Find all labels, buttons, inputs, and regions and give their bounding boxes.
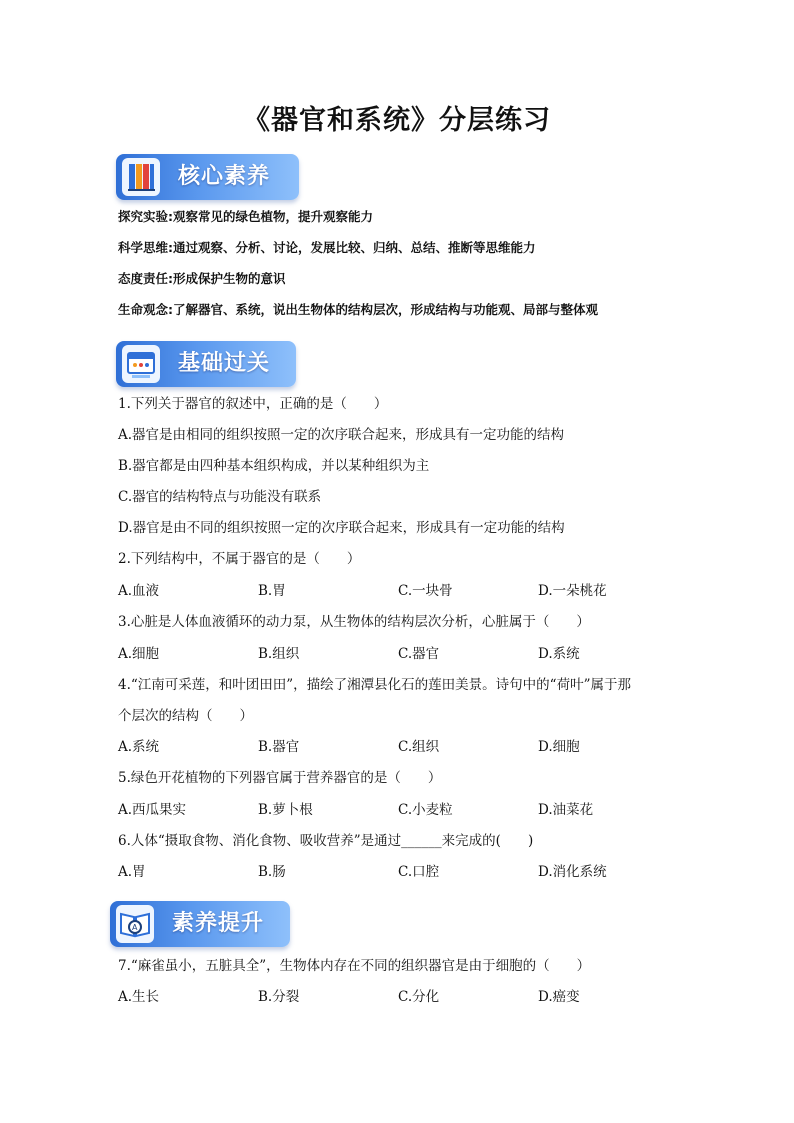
q1-stem: 1.下列关于器官的叙述中，正确的是（ ）	[118, 396, 388, 412]
page-title: 《器官和系统》分层练习	[243, 105, 551, 136]
q6-option-d: D.消化系统	[538, 864, 607, 880]
core-line-2: 科学思维:通过观察、分析、讨论，发展比较、归纳、总结、推断等思维能力	[118, 240, 536, 255]
core-line-4: 生命观念:了解器官、系统，说出生物体的结构层次，形成结构与功能观、局部与整体观	[118, 302, 599, 317]
section-banner-core	[116, 154, 299, 200]
core-line-3: 态度责任:形成保护生物的意识	[118, 271, 286, 286]
q6-option-c: C.口腔	[398, 864, 440, 880]
q6-option-a: A.胃	[118, 864, 146, 880]
q1-option-d: D.器官是由不同的组织按照一定的次序联合起来，形成具有一定功能的结构	[118, 520, 565, 536]
q1-option-a: A.器官是由相同的组织按照一定的次序联合起来，形成具有一定功能的结构	[118, 427, 565, 443]
q2-option-d: D.一朵桃花	[538, 583, 607, 599]
q6-stem: 6.人体“摄取食物、消化食物、吸收营养”是通过______来完成的( )	[118, 833, 534, 849]
q4-stem-line-2: 个层次的结构（ ）	[118, 708, 253, 724]
svg-text:A: A	[132, 923, 138, 932]
q5-option-d: D.油菜花	[538, 802, 594, 818]
q3-stem: 3.心脏是人体血液循环的动力泵，从生物体的结构层次分析，心脏属于（ ）	[118, 614, 590, 630]
q7-stem: 7.“麻雀虽小，五脏具全”，生物体内存在不同的组织器官是由于细胞的（ ）	[118, 958, 591, 974]
books-icon	[122, 158, 160, 196]
q1-option-b: B.器官都是由四种基本组织构成，并以某种组织为主	[118, 458, 430, 474]
core-line-1: 探究实验:观察常见的绿色植物，提升观察能力	[118, 209, 373, 224]
q5-option-b: B.萝卜根	[258, 802, 313, 818]
q7-option-d: D.癌变	[538, 989, 580, 1005]
section-banner-basic	[116, 341, 296, 387]
q5-stem: 5.绿色开花植物的下列器官属于营养器官的是（ ）	[118, 770, 442, 786]
q3-option-d: D.系统	[538, 646, 580, 662]
q2-option-b: B.胃	[258, 583, 286, 599]
section-banner-advanced	[110, 901, 290, 947]
q3-option-c: C.器官	[398, 646, 440, 662]
section-title-core: 核心素养	[178, 164, 271, 189]
q7-option-b: B.分裂	[258, 989, 300, 1005]
q5-option-a: A.西瓜果实	[118, 802, 187, 818]
q4-option-d: D.细胞	[538, 739, 580, 755]
q7-option-a: A.生长	[118, 989, 160, 1005]
q3-option-a: A.细胞	[118, 646, 160, 662]
calendar-icon	[122, 345, 160, 383]
book-reading-icon	[116, 905, 154, 943]
q6-option-b: B.肠	[258, 864, 286, 880]
q4-stem-line-1: 4.“江南可采莲，和叶团田田”，描绘了湘潭县化石的莲田美景。诗句中的“荷叶”属于那	[118, 677, 631, 693]
q2-stem: 2.下列结构中，不属于器官的是（ ）	[118, 551, 361, 567]
q5-option-c: C.小麦粒	[398, 802, 453, 818]
section-title-advanced: 素养提升	[172, 911, 265, 936]
q3-option-b: B.组织	[258, 646, 300, 662]
q4-option-c: C.组织	[398, 739, 440, 755]
q7-option-c: C.分化	[398, 989, 440, 1005]
section-title-basic: 基础过关	[178, 351, 271, 376]
q2-option-c: C.一块骨	[398, 583, 453, 599]
q4-option-b: B.器官	[258, 739, 300, 755]
q2-option-a: A.血液	[118, 583, 160, 599]
q1-option-c: C.器官的结构特点与功能没有联系	[118, 489, 322, 505]
q4-option-a: A.系统	[118, 739, 160, 755]
